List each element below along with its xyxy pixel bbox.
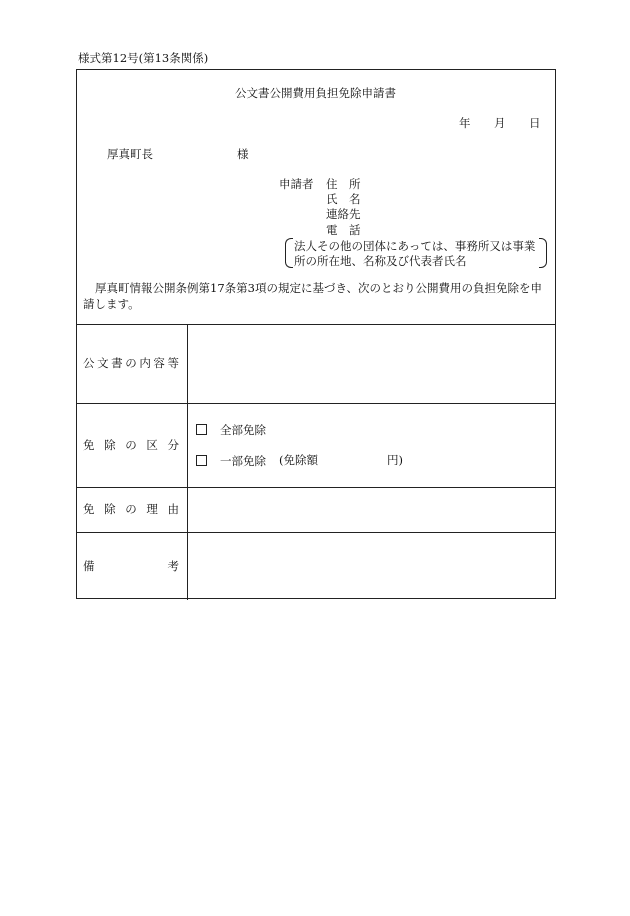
- row-divider-3: [77, 532, 555, 533]
- applicant-label: 申請者: [279, 177, 314, 191]
- row-label-remarks: 備 考: [83, 559, 179, 573]
- row-label-content: 公 文 書 の 内 容 等: [83, 356, 179, 370]
- exemption-amount-suffix: 円): [387, 453, 403, 467]
- request-body-line1: 厚真町情報公開条例第17条第3項の規定に基づき、次のとおり公開費用の負担免除を申: [95, 281, 542, 295]
- partial-exemption-checkbox[interactable]: [196, 455, 207, 466]
- date-day: 日: [529, 116, 541, 130]
- application-form: [76, 69, 556, 599]
- exemption-amount-prefix: (免除額: [279, 453, 318, 467]
- full-exemption-checkbox[interactable]: [196, 424, 207, 435]
- applicant-note-line2: 所の所在地、名称及び代表者氏名: [294, 254, 467, 268]
- row-divider-1: [77, 403, 555, 404]
- note-right-bracket: [539, 238, 547, 268]
- applicant-name-label: 氏 名: [326, 192, 361, 206]
- row-label-reason: 免 除 の 理 由: [83, 502, 179, 516]
- applicant-note-line1: 法人その他の団体にあっては、事務所又は事業: [294, 239, 536, 253]
- full-exemption-label: 全部免除: [220, 423, 266, 437]
- applicant-contact-label: 連絡先: [326, 207, 361, 221]
- table-top-border: [77, 324, 555, 325]
- request-body-line2: 請します。: [83, 297, 140, 311]
- addressee-name: 厚真町長: [107, 147, 153, 161]
- row-label-category: 免 除 の 区 分: [83, 438, 179, 452]
- date-year: 年: [459, 116, 471, 130]
- option-full-exemption[interactable]: [196, 424, 266, 437]
- applicant-address-label: 住 所: [326, 177, 361, 191]
- form-number-label: 様式第12号(第13条関係): [78, 51, 209, 65]
- note-left-bracket: [285, 238, 293, 268]
- column-divider: [187, 324, 188, 600]
- form-title: 公文書公開費用負担免除申請書: [235, 86, 396, 100]
- addressee-honorific: 様: [237, 147, 249, 161]
- applicant-phone-label: 電 話: [326, 223, 361, 237]
- date-month: 月: [494, 116, 506, 130]
- option-partial-exemption[interactable]: [196, 455, 266, 468]
- partial-exemption-label: 一部免除: [220, 454, 266, 468]
- row-divider-2: [77, 487, 555, 488]
